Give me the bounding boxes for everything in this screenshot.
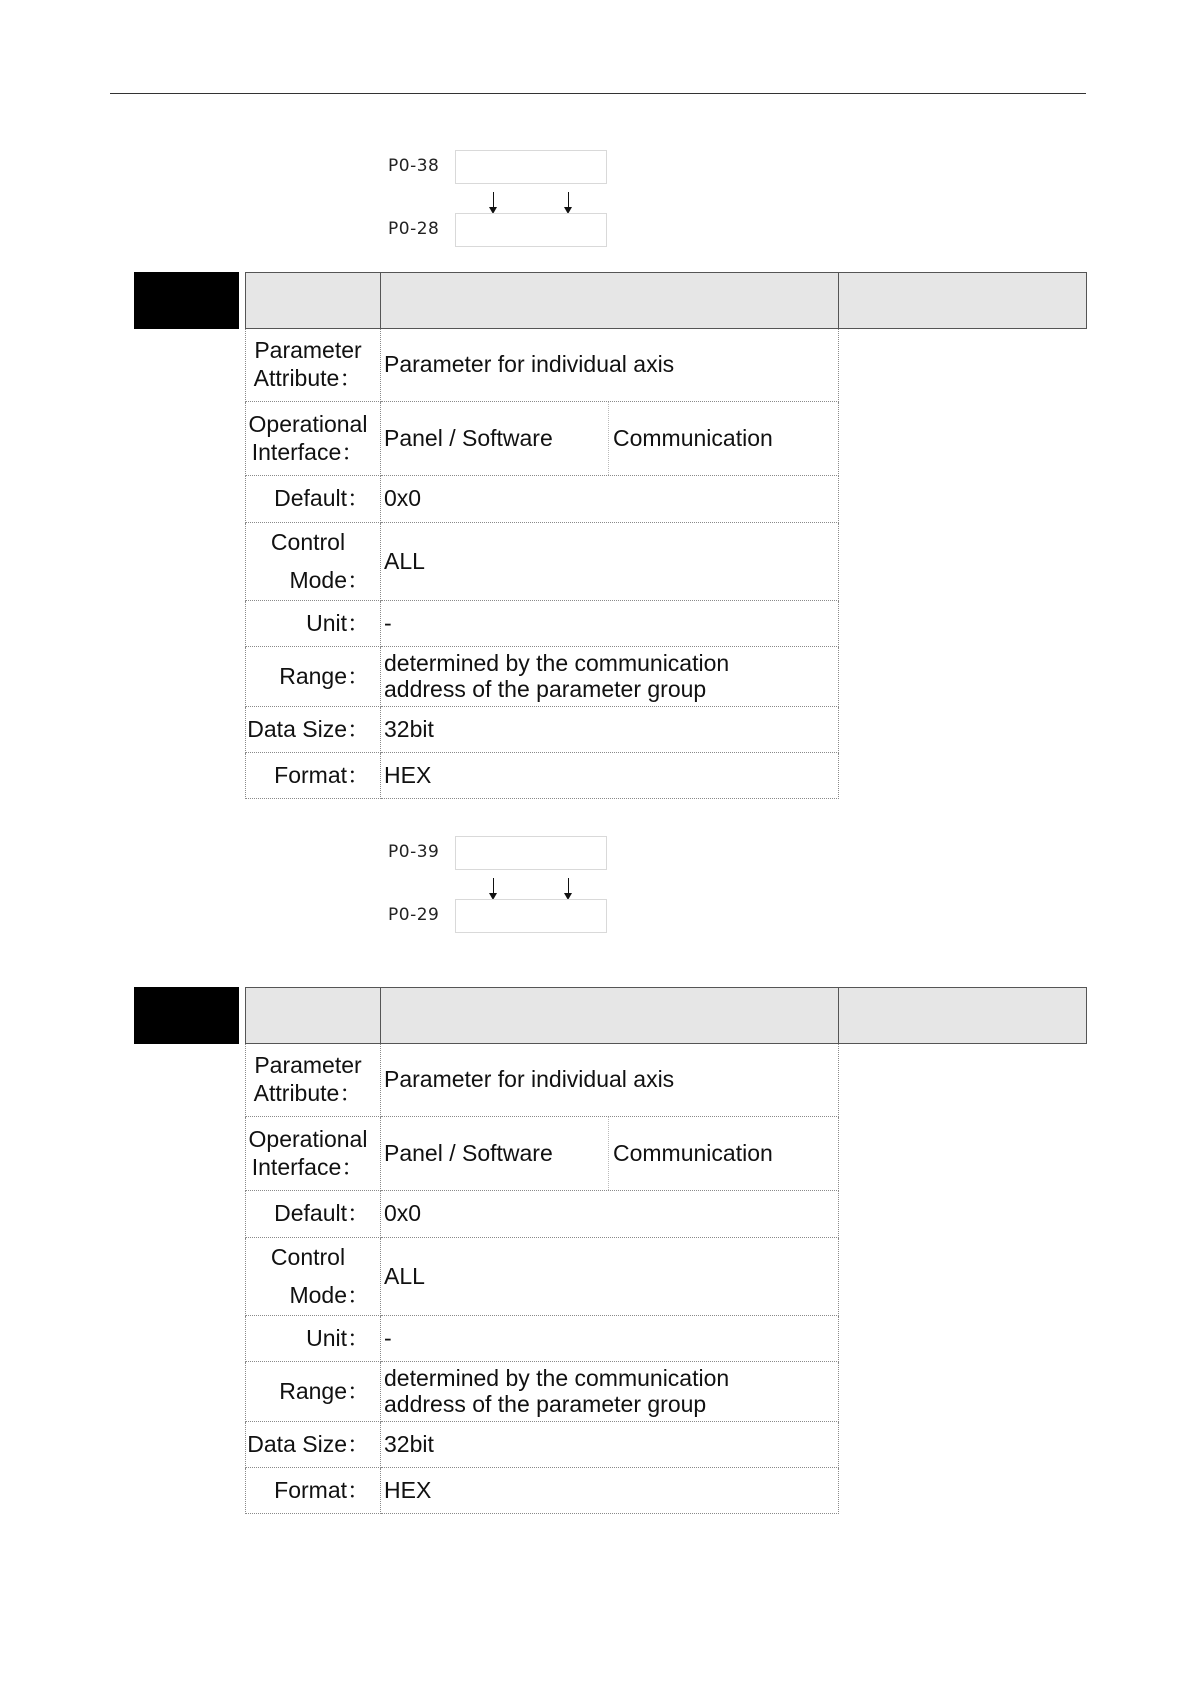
range-value	[381, 1362, 839, 1422]
default-row	[246, 476, 1087, 523]
header-cell	[839, 988, 1087, 1044]
control-mode-row	[246, 523, 1087, 601]
attribute-label-line-1: Parameter	[254, 1052, 362, 1079]
empty-cell	[839, 1422, 1087, 1468]
empty-cell	[839, 1044, 1087, 1117]
interface-row	[246, 402, 1087, 476]
empty-cell	[839, 753, 1087, 799]
empty-cell	[839, 1191, 1087, 1238]
data-size-label: Data Size：	[246, 1422, 381, 1468]
format-label: Format：	[246, 1468, 381, 1514]
mapping-diagram-2	[380, 836, 620, 936]
parameter-table-1	[245, 272, 1087, 799]
header-cell	[246, 988, 381, 1044]
interface-value	[381, 1117, 839, 1191]
control-mode-row	[246, 1238, 1087, 1316]
interface-value	[381, 402, 839, 476]
data-size-value: 32bit	[381, 1422, 839, 1468]
diagram-upper-box	[455, 150, 607, 184]
attribute-row	[246, 329, 1087, 402]
diagram-lower-label: P0-29	[388, 905, 440, 925]
range-label: Range：	[246, 647, 381, 707]
unit-label: Unit：	[246, 1316, 381, 1362]
empty-cell	[839, 707, 1087, 753]
diagram-upper-label: P0-38	[388, 156, 440, 176]
data-size-row	[246, 707, 1087, 753]
range-line-1: determined by the communication	[384, 650, 730, 677]
parameter-code-block	[134, 272, 239, 329]
diagram-lower-label: P0-28	[388, 219, 440, 239]
diagram-upper-box	[455, 836, 607, 870]
empty-cell	[839, 1238, 1087, 1316]
unit-row	[246, 1316, 1087, 1362]
attribute-label-line-2: Attribute：	[253, 365, 363, 391]
diagram-lower-box	[455, 213, 607, 247]
data-size-label: Data Size：	[246, 707, 381, 753]
interface-label-line-2: Interface：	[251, 438, 365, 465]
format-label: Format：	[246, 753, 381, 799]
parameter-table-2	[245, 987, 1087, 1514]
interface-label	[246, 1117, 381, 1191]
empty-cell	[839, 1468, 1087, 1514]
unit-value: -	[381, 1316, 839, 1362]
data-size-row	[246, 1422, 1087, 1468]
empty-cell	[839, 329, 1087, 402]
interface-label-line-1: Operational	[248, 1125, 368, 1152]
default-value: 0x0	[381, 476, 839, 523]
format-value: HEX	[381, 1468, 839, 1514]
control-mode-label	[246, 523, 381, 601]
default-label: Default：	[246, 476, 381, 523]
empty-cell	[839, 476, 1087, 523]
interface-panel-software: Panel / Software	[381, 402, 609, 475]
format-value: HEX	[381, 753, 839, 799]
interface-row	[246, 1117, 1087, 1191]
range-line-1: determined by the communication	[384, 1365, 730, 1392]
control-mode-label	[246, 1238, 381, 1316]
empty-cell	[839, 1316, 1087, 1362]
default-row	[246, 1191, 1087, 1238]
unit-row	[246, 601, 1087, 647]
unit-value: -	[381, 601, 839, 647]
interface-label	[246, 402, 381, 476]
range-row	[246, 647, 1087, 707]
interface-label-line-2: Interface：	[251, 1153, 365, 1180]
unit-label: Unit：	[246, 601, 381, 647]
attribute-label	[246, 329, 381, 402]
range-value	[381, 647, 839, 707]
format-row	[246, 753, 1087, 799]
down-arrow-icon	[493, 192, 494, 212]
empty-cell	[839, 402, 1087, 476]
range-label: Range：	[246, 1362, 381, 1422]
data-size-value: 32bit	[381, 707, 839, 753]
interface-communication: Communication	[613, 424, 773, 451]
header-cell	[381, 273, 839, 329]
control-label-line-2: Mode：	[289, 1281, 370, 1308]
attribute-label-line-2: Attribute：	[253, 1080, 363, 1106]
down-arrow-icon	[493, 878, 494, 898]
control-label-line-1: Control	[270, 528, 346, 555]
empty-cell	[839, 647, 1087, 707]
control-label-line-2: Mode：	[289, 566, 370, 593]
header-rule	[110, 93, 1086, 94]
control-mode-value: ALL	[381, 1238, 839, 1316]
default-value: 0x0	[381, 1191, 839, 1238]
attribute-label	[246, 1044, 381, 1117]
attribute-row	[246, 1044, 1087, 1117]
table-header-row	[246, 988, 1087, 1044]
interface-label-line-1: Operational	[248, 410, 368, 437]
diagram-upper-label: P0-39	[388, 842, 440, 862]
header-cell	[246, 273, 381, 329]
interface-communication: Communication	[613, 1139, 773, 1166]
attribute-value: Parameter for individual axis	[381, 329, 839, 402]
parameter-code-block	[134, 987, 239, 1044]
range-line-2: address of the parameter group	[384, 675, 707, 702]
control-mode-value: ALL	[381, 523, 839, 601]
range-row	[246, 1362, 1087, 1422]
empty-cell	[839, 523, 1087, 601]
empty-cell	[839, 601, 1087, 647]
down-arrow-icon	[568, 878, 569, 898]
header-cell	[839, 273, 1087, 329]
attribute-label-line-1: Parameter	[254, 337, 362, 364]
table-header-row	[246, 273, 1087, 329]
empty-cell	[839, 1362, 1087, 1422]
header-cell	[381, 988, 839, 1044]
attribute-value: Parameter for individual axis	[381, 1044, 839, 1117]
mapping-diagram-1	[380, 150, 620, 250]
down-arrow-icon	[568, 192, 569, 212]
empty-cell	[839, 1117, 1087, 1191]
range-line-2: address of the parameter group	[384, 1390, 707, 1417]
default-label: Default：	[246, 1191, 381, 1238]
diagram-lower-box	[455, 899, 607, 933]
interface-panel-software: Panel / Software	[381, 1117, 609, 1190]
control-label-line-1: Control	[270, 1243, 346, 1270]
format-row	[246, 1468, 1087, 1514]
